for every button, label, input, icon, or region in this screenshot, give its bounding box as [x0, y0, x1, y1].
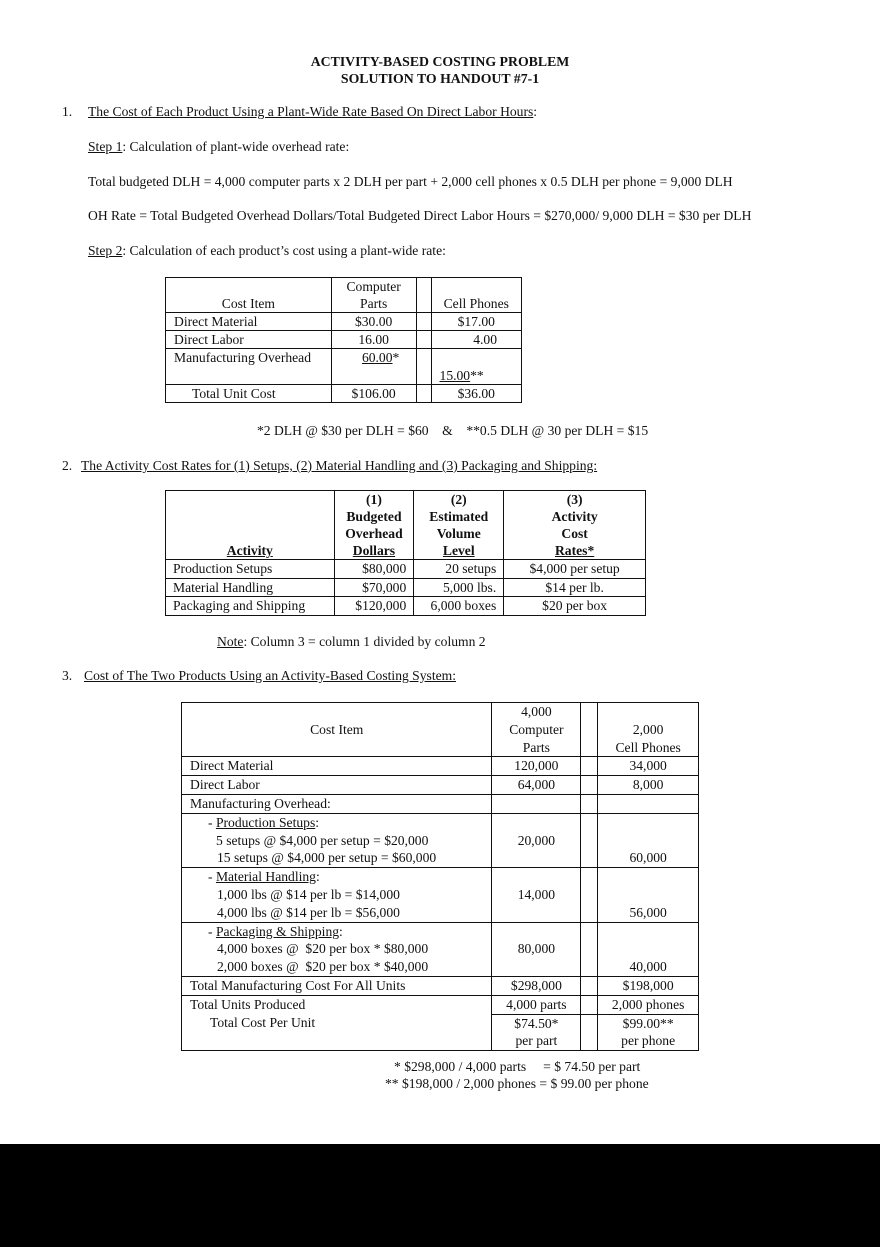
- step-text: : Calculation of each product’s cost using a plant-wide rate:: [122, 243, 446, 258]
- table-header-row: [166, 278, 522, 313]
- section-1-footnote: *2 DLH @ $30 per DLH = $60 & **0.5 DLH @ 30 per DLH = $15: [257, 423, 649, 438]
- table-row: Production Setups $80,000 20 setups $4,000 per setup: [166, 560, 646, 579]
- header-computer-parts: Computer Parts: [331, 278, 416, 313]
- table-row: Direct Labor 64,000 8,000: [182, 776, 699, 795]
- plant-wide-cost-table: [165, 277, 522, 403]
- section-title: The Cost of Each Product Using a Plant-Wide Rate Based On Direct Labor Hours: [88, 104, 534, 119]
- table-row-handling: - Material Handling: 1,000 lbs @ $14 per lb = $14,000 4,000 lbs @ $14 per lb = $56,000 14,000 56,000: [182, 868, 699, 922]
- table-row: Direct Material $30.00 $17.00: [166, 313, 522, 331]
- section-3-footnote-2: ** $198,000 / 2,000 phones = $ 99.00 per phone: [385, 1076, 649, 1091]
- table-row-total-cost: Total Manufacturing Cost For All Units $298,000 $198,000: [182, 976, 699, 995]
- abc-cost-table: [181, 702, 699, 1051]
- table-row-packaging: - Packaging & Shipping: 4,000 boxes @ $20 per box * $80,000 2,000 boxes @ $20 per box * $40,000 80,000 40,000: [182, 922, 699, 976]
- document-title: ACTIVITY-BASED COSTING PROBLEM: [310, 54, 570, 69]
- bottom-black-band: [0, 1144, 880, 1247]
- table-row-total-units: Total Units Produced 4,000 parts 2,000 phones: [182, 995, 699, 1014]
- header-activity-cost-rates: (3) Activity Cost Rates*: [504, 491, 646, 560]
- step-label: Step 1: [88, 139, 123, 154]
- section-number: 3.: [62, 668, 73, 683]
- table-row-setups: - Production Setups: 5 setups @ $4,000 per setup = $20,000 15 setups @ $4,000 per setup = $60,000 20,000 60,000: [182, 813, 699, 867]
- dlh-calculation: Total budgeted DLH = 4,000 computer parts x 2 DLH per part + 2,000 cell phones x 0.5 DLH per phone = 9,000 DLH: [88, 174, 733, 189]
- document-subtitle: SOLUTION TO HANDOUT #7-1: [340, 71, 540, 86]
- section-title: The Activity Cost Rates for (1) Setups, (2) Material Handling and (3) Packaging and Shipping:: [81, 458, 598, 473]
- section-2-heading: [62, 458, 597, 474]
- table-row-total: Total Unit Cost $106.00 $36.00: [166, 385, 522, 403]
- step-label: Step 2: [88, 243, 123, 258]
- activity-rates-table: [165, 490, 646, 616]
- table-row: Manufacturing Overhead 60.00* 15.00**: [166, 349, 522, 385]
- table-row: Material Handling $70,000 5,000 lbs. $14 per lb.: [166, 578, 646, 597]
- table-row: Manufacturing Overhead:: [182, 794, 699, 813]
- header-estimated-volume: (2) Estimated Volume Level: [414, 491, 504, 560]
- section-3-heading: [62, 668, 456, 684]
- section-number: 1.: [62, 104, 73, 119]
- section-3-footnote-1: * $298,000 / 4,000 parts = $ 74.50 per part: [394, 1059, 641, 1074]
- step-1: [88, 139, 349, 155]
- header-cell-phones: Cell Phones: [431, 278, 521, 313]
- table-row: Direct Material 120,000 34,000: [182, 757, 699, 776]
- table-row: Direct Labor 16.00 4.00: [166, 331, 522, 349]
- table-row-cost-per-unit: Total Cost Per Unit $74.50* per part $99.00** per phone: [182, 1014, 699, 1051]
- section-1-heading: 1. The Cost of Each Product Using a Plant-Wide Rate Based On Direct Labor Hours:: [62, 104, 538, 119]
- section-2-note: Note: Column 3 = column 1 divided by column 2: [217, 634, 486, 649]
- oh-rate-calculation: OH Rate = Total Budgeted Overhead Dollars/Total Budgeted Direct Labor Hours = $270,000/ 9,000 DLH = $30 per DLH: [88, 208, 752, 223]
- spacer-column: [581, 703, 598, 757]
- section-title: Cost of The Two Products Using an Activity-Based Costing System:: [84, 668, 456, 683]
- section-number: 2.: [62, 458, 73, 473]
- step-2: [88, 243, 446, 259]
- header-cell-phones: 2,000 Cell Phones: [598, 703, 699, 757]
- step-text: : Calculation of plant-wide overhead rate:: [122, 139, 350, 154]
- table-header-row: [182, 703, 699, 757]
- table-row: Packaging and Shipping $120,000 6,000 boxes $20 per box: [166, 597, 646, 616]
- header-computer-parts: 4,000 Computer Parts: [492, 703, 581, 757]
- table-header-row: [166, 491, 646, 560]
- header-cost-item: Cost Item: [166, 278, 332, 313]
- header-cost-item: Cost Item: [182, 703, 492, 757]
- header-budgeted-overhead: (1) Budgeted Overhead Dollars: [334, 491, 414, 560]
- header-activity: Activity: [166, 491, 335, 560]
- spacer-column: [416, 278, 431, 313]
